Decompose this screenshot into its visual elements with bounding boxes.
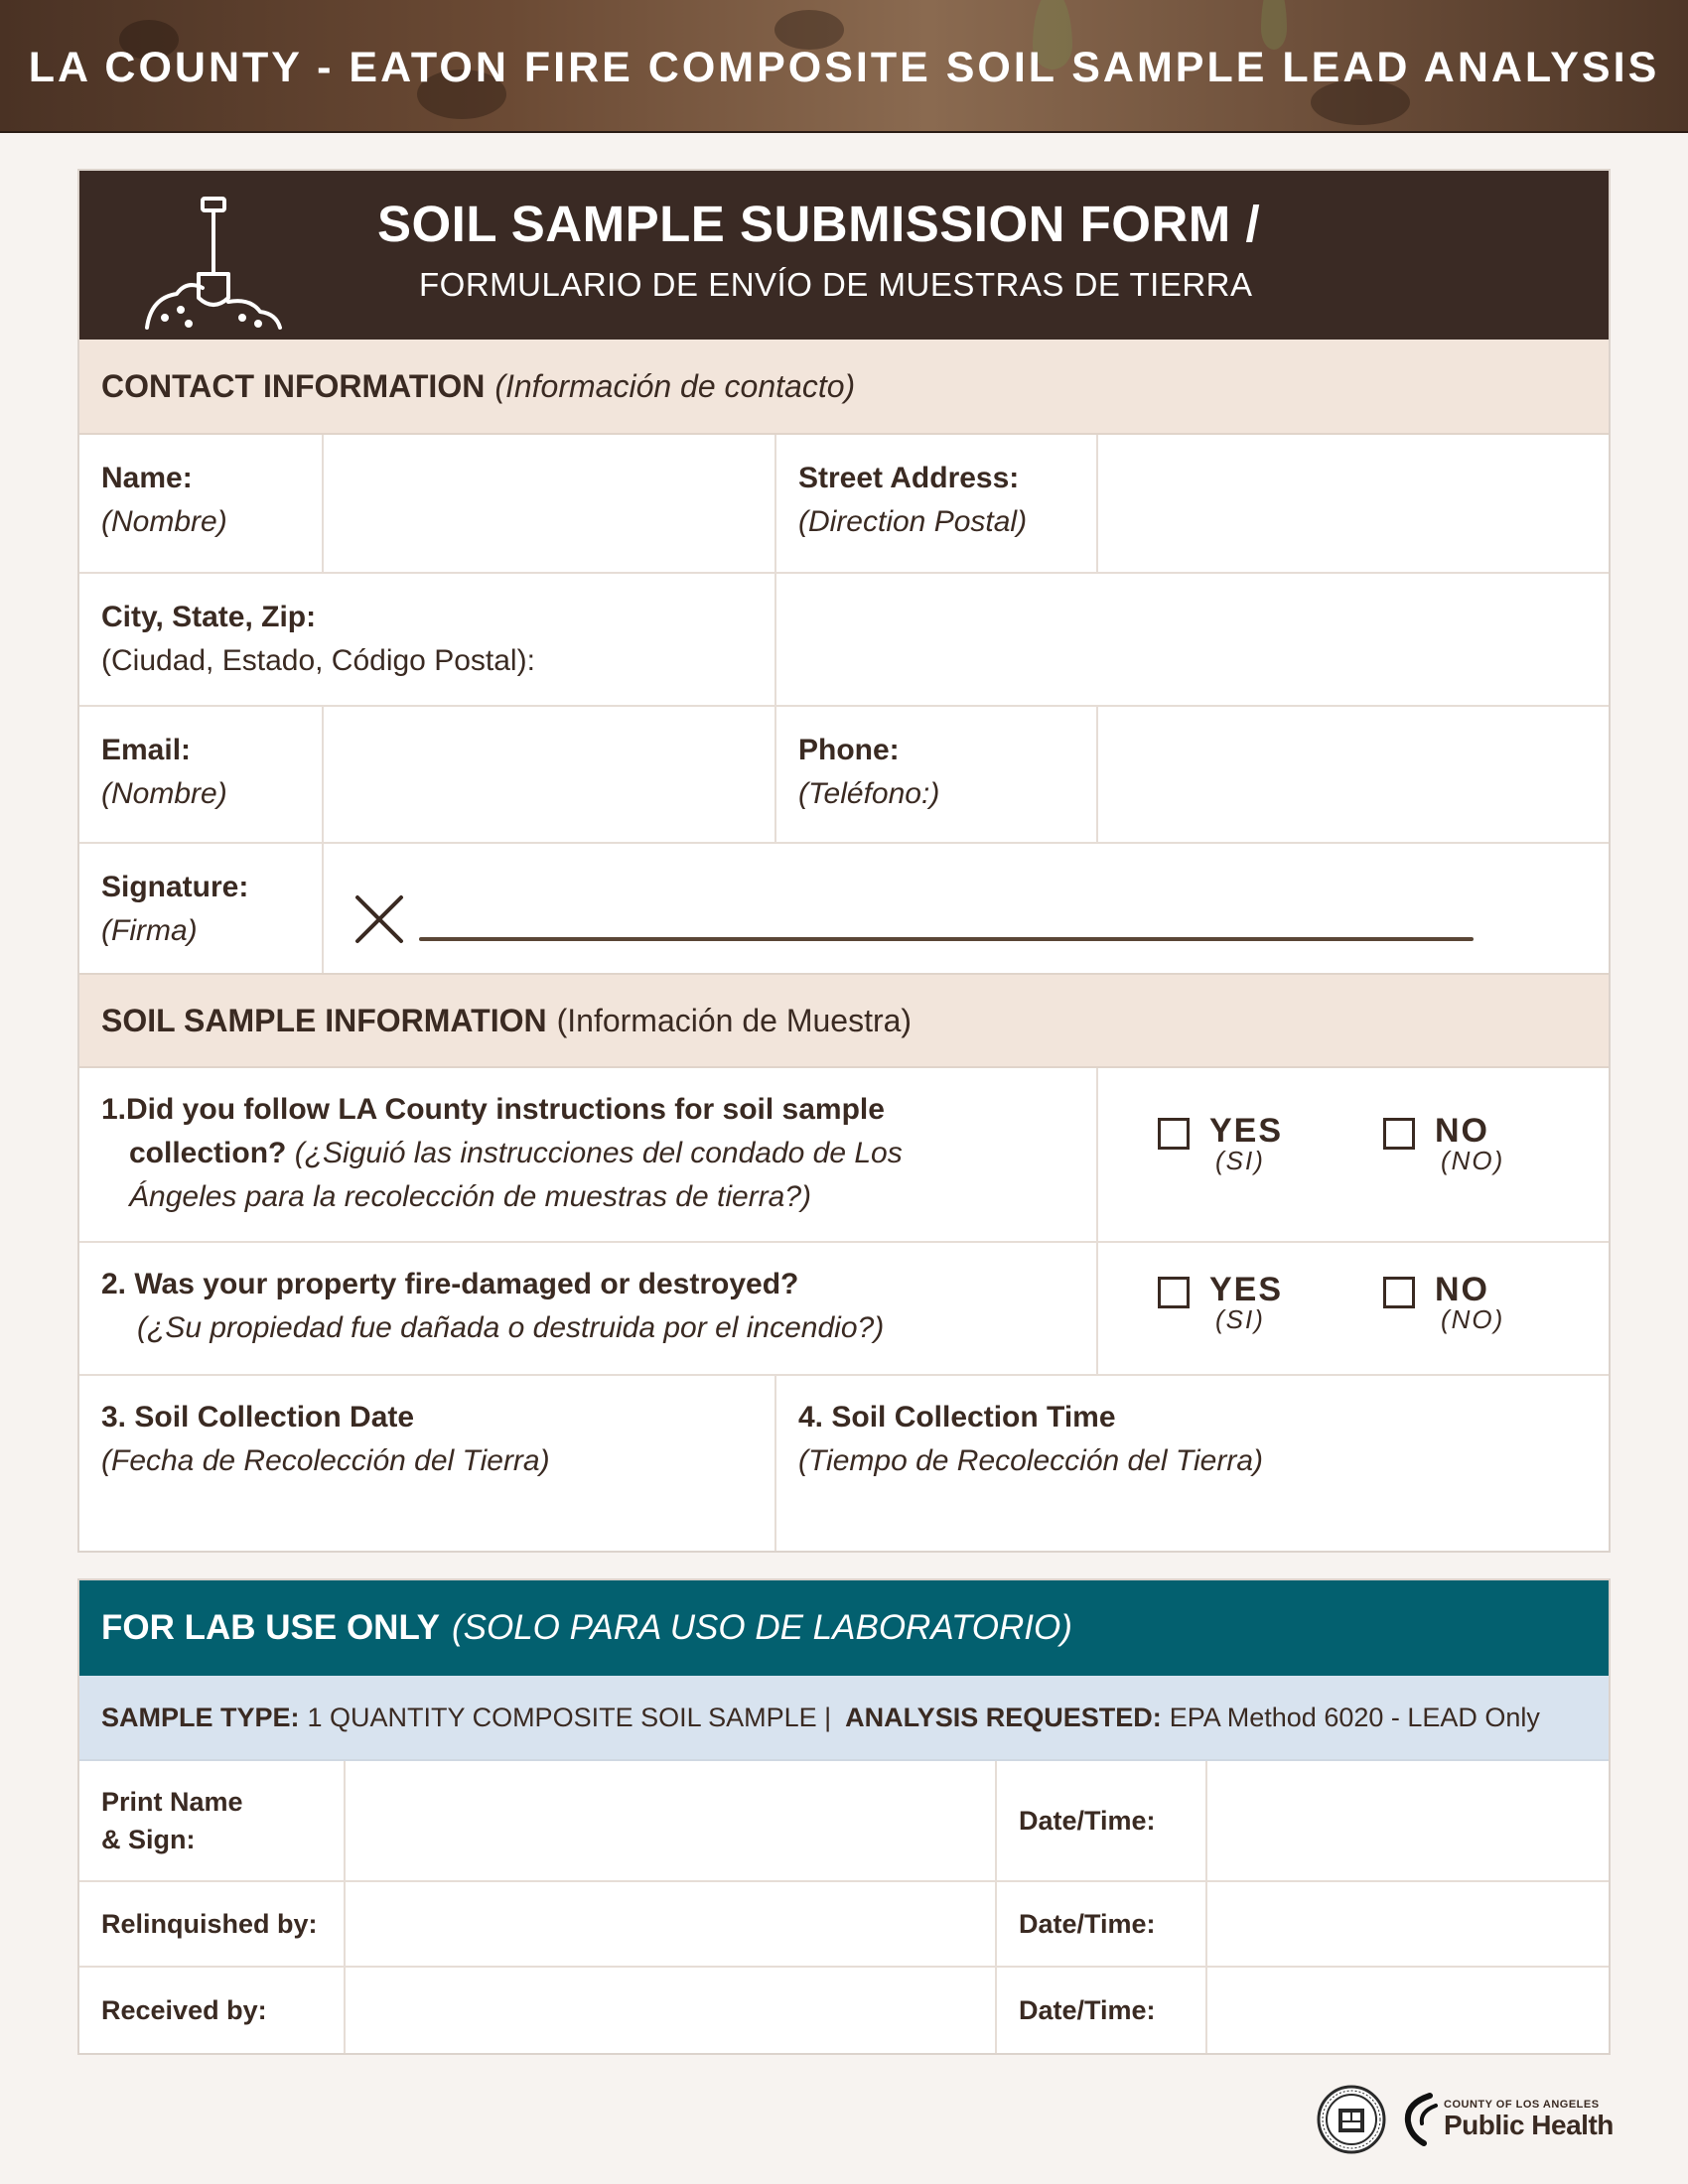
contact-heading: CONTACT INFORMATION xyxy=(101,367,486,404)
form-header xyxy=(79,171,1609,340)
collection-date-label-es: (Fecha de Recolección del Tierra) xyxy=(101,1444,550,1477)
footer-logos xyxy=(1317,2085,1614,2154)
relinquished-datetime-label: Date/Time: xyxy=(1019,1909,1156,1939)
print-name-line2: & Sign: xyxy=(101,1825,196,1854)
name-label-es: (Nombre) xyxy=(101,505,227,538)
form-title: SOIL SAMPLE SUBMISSION FORM / xyxy=(377,196,1261,252)
received-label-cell xyxy=(79,1968,346,2053)
signature-label-es: (Firma) xyxy=(101,914,198,947)
q2-yes-label-es: (SI) xyxy=(1215,1304,1265,1334)
q1-line2-es: (¿Siguió las instrucciones del condado de Los xyxy=(294,1137,903,1169)
sample-heading-es: (Información de Muestra) xyxy=(556,1002,913,1038)
question-2-text xyxy=(79,1243,1098,1374)
relinquished-datetime-label-cell xyxy=(997,1882,1207,1966)
print-name-label-cell xyxy=(79,1761,346,1880)
q1-yes-label: YES xyxy=(1209,1112,1284,1150)
relinquished-datetime-field[interactable] xyxy=(1207,1882,1609,1966)
q1-no-checkbox[interactable] xyxy=(1383,1118,1415,1150)
sample-type-label: SAMPLE TYPE: xyxy=(101,1702,300,1732)
contact-section-heading xyxy=(79,340,1609,435)
collection-time-field[interactable] xyxy=(776,1376,1609,1551)
q2-line2-es: (¿Su propiedad fue dañada o destruida por el incendio?) xyxy=(137,1311,885,1344)
lab-heading-band xyxy=(79,1580,1609,1676)
email-label: Email: xyxy=(101,734,192,766)
q1-no-label: NO xyxy=(1435,1112,1489,1150)
address-field[interactable] xyxy=(1098,435,1609,572)
question-2-row xyxy=(79,1243,1609,1376)
signature-x-icon xyxy=(353,893,405,945)
name-address-row xyxy=(79,435,1609,574)
public-health-logo xyxy=(1400,2092,1614,2147)
q2-yes-checkbox[interactable] xyxy=(1158,1277,1190,1308)
county-seal-icon xyxy=(1317,2085,1386,2154)
analysis-value: EPA Method 6020 - LEAD Only xyxy=(1169,1702,1540,1732)
q2-line1: 2. Was your property fire-damaged or destroyed? xyxy=(101,1268,799,1300)
address-label: Street Address: xyxy=(798,462,1020,494)
q2-no-label: NO xyxy=(1435,1271,1489,1308)
q2-no-option[interactable] xyxy=(1383,1273,1609,1332)
top-banner xyxy=(0,0,1688,133)
question-1-answers xyxy=(1098,1068,1609,1241)
city-label: City, State, Zip: xyxy=(101,601,317,633)
print-datetime-field[interactable] xyxy=(1207,1761,1609,1880)
email-label-cell xyxy=(79,707,324,842)
city-field[interactable] xyxy=(776,574,1609,705)
relinquished-label: Relinquished by: xyxy=(101,1909,318,1939)
question-1-text xyxy=(79,1068,1098,1241)
lab-heading-es: (SOLO PARA USO DE LABORATORIO) xyxy=(451,1608,1072,1647)
q1-yes-checkbox[interactable] xyxy=(1158,1118,1190,1150)
print-name-line1: Print Name xyxy=(101,1787,243,1817)
address-label-cell xyxy=(776,435,1098,572)
city-label-cell xyxy=(79,574,776,705)
q1-line1: 1.Did you follow LA County instructions for soil sample xyxy=(101,1093,885,1126)
q1-yes-option[interactable] xyxy=(1158,1114,1383,1173)
collection-date-label: 3. Soil Collection Date xyxy=(101,1401,415,1433)
q1-no-label-es: (NO) xyxy=(1441,1146,1505,1175)
sample-heading: SOIL SAMPLE INFORMATION xyxy=(101,1002,547,1038)
email-label-es: (Nombre) xyxy=(101,777,227,810)
name-label-cell xyxy=(79,435,324,572)
analysis-label: ANALYSIS REQUESTED: xyxy=(845,1702,1162,1732)
q2-no-checkbox[interactable] xyxy=(1383,1277,1415,1308)
name-label: Name: xyxy=(101,462,193,494)
city-row xyxy=(79,574,1609,707)
banner-title: LA COUNTY - EATON FIRE COMPOSITE SOIL SAMPLE LEAD ANALYSIS xyxy=(28,44,1660,91)
shovel-icon xyxy=(143,195,286,334)
address-label-es: (Direction Postal) xyxy=(798,505,1028,538)
q1-yes-label-es: (SI) xyxy=(1215,1146,1265,1175)
email-field[interactable] xyxy=(324,707,776,842)
phone-label: Phone: xyxy=(798,734,900,766)
city-label-es: (Ciudad, Estado, Código Postal): xyxy=(101,644,535,677)
received-field[interactable] xyxy=(346,1968,997,2053)
submission-form xyxy=(77,169,1611,1553)
received-datetime-field[interactable] xyxy=(1207,1968,1609,2053)
received-datetime-label: Date/Time: xyxy=(1019,1995,1156,2025)
q1-line2-bold: collection? xyxy=(129,1137,287,1169)
received-row xyxy=(79,1968,1609,2053)
print-name-row xyxy=(79,1761,1609,1882)
logo-public-health-text: Public Health xyxy=(1444,2110,1614,2140)
form-subtitle: FORMULARIO DE ENVÍO DE MUESTRAS DE TIERRA xyxy=(419,266,1253,303)
received-datetime-label-cell xyxy=(997,1968,1207,2053)
phone-label-es: (Teléfono:) xyxy=(798,777,940,810)
sample-type-band xyxy=(79,1676,1609,1761)
phone-label-cell xyxy=(776,707,1098,842)
signature-line xyxy=(419,937,1474,941)
collection-date-field[interactable] xyxy=(79,1376,776,1551)
collection-time-label: 4. Soil Collection Time xyxy=(798,1401,1116,1433)
signature-label: Signature: xyxy=(101,871,249,903)
public-health-mark-icon xyxy=(1400,2092,1440,2147)
received-label: Received by: xyxy=(101,1995,267,2025)
q2-yes-label: YES xyxy=(1209,1271,1284,1308)
lab-heading: FOR LAB USE ONLY xyxy=(101,1608,440,1647)
signature-label-cell xyxy=(79,844,324,973)
logo-county-text: COUNTY OF LOS ANGELES xyxy=(1444,2099,1600,2111)
signature-field[interactable] xyxy=(324,844,1609,973)
relinquished-label-cell xyxy=(79,1882,346,1966)
print-datetime-label: Date/Time: xyxy=(1019,1806,1156,1836)
print-datetime-label-cell xyxy=(997,1761,1207,1880)
lab-use-section xyxy=(77,1578,1611,2055)
print-name-field[interactable] xyxy=(346,1761,997,1880)
email-phone-row xyxy=(79,707,1609,844)
name-field[interactable] xyxy=(324,435,776,572)
q2-no-label-es: (NO) xyxy=(1441,1304,1505,1334)
question-2-answers xyxy=(1098,1243,1609,1374)
question-1-row xyxy=(79,1068,1609,1243)
signature-row xyxy=(79,844,1609,973)
relinquished-field[interactable] xyxy=(346,1882,997,1966)
q1-line3-es: Ángeles para la recolección de muestras de tierra?) xyxy=(129,1180,812,1213)
q2-yes-option[interactable] xyxy=(1158,1273,1383,1332)
collection-time-label-es: (Tiempo de Recolección del Tierra) xyxy=(798,1444,1263,1477)
q1-no-option[interactable] xyxy=(1383,1114,1609,1173)
sample-type-value: 1 QUANTITY COMPOSITE SOIL SAMPLE | xyxy=(307,1702,832,1732)
sample-section-heading xyxy=(79,973,1609,1068)
phone-field[interactable] xyxy=(1098,707,1609,842)
contact-heading-es: (Información de contacto) xyxy=(494,367,856,404)
date-time-row xyxy=(79,1376,1609,1551)
relinquished-row xyxy=(79,1882,1609,1968)
